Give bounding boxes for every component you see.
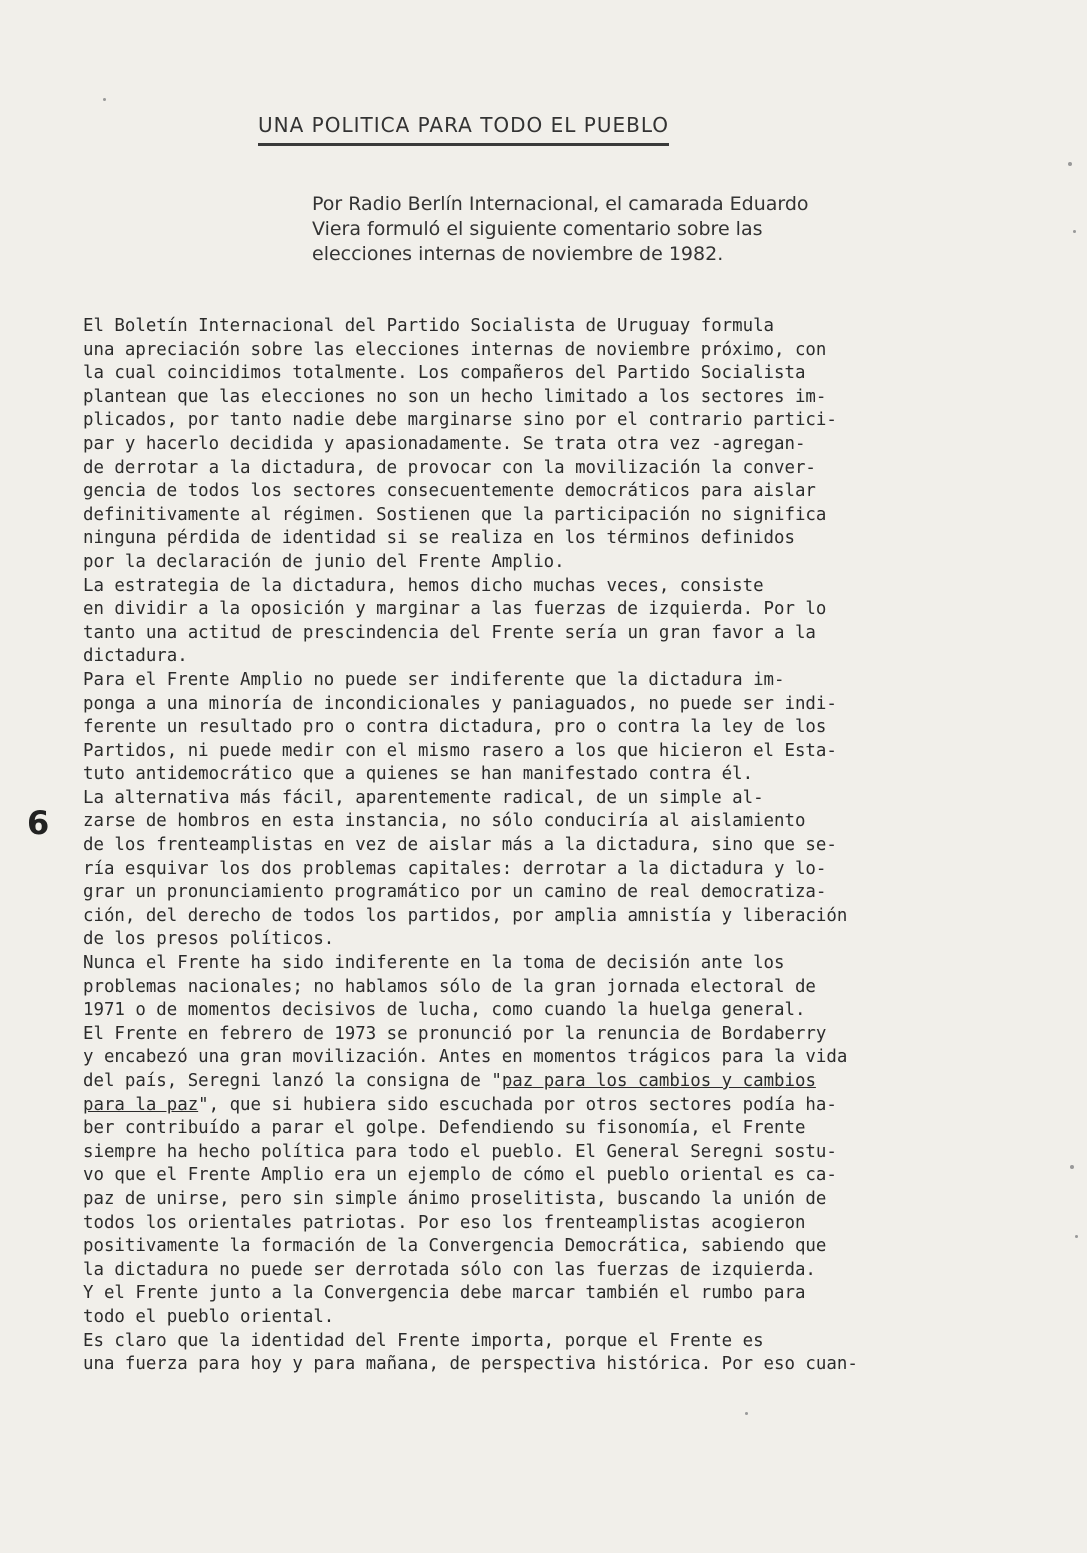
- body-line: dictadura.: [83, 646, 188, 667]
- article-body: [83, 315, 973, 1377]
- paper-speck: [1073, 230, 1076, 233]
- body-line-with-quote: [83, 1094, 973, 1118]
- underlined-quote-end: para la paz: [83, 1094, 199, 1115]
- body-line: plantean que las elecciones no son un hecho limitado a los sectores im-: [83, 386, 827, 407]
- body-line: de derrotar a la dictadura, de provocar con la movilización la conver-: [83, 457, 816, 478]
- body-line: Para el Frente Amplio no puede ser indiferente que la dictadura im-: [83, 669, 785, 690]
- body-line: plicados, por tanto nadie debe marginarse sino por el contrario partici-: [83, 410, 837, 431]
- body-line: gencia de todos los sectores consecuentemente democráticos para aislar: [83, 481, 816, 502]
- body-line: Es claro que la identidad del Frente importa, porque el Frente es: [83, 1330, 764, 1351]
- body-line: Partidos, ni puede medir con el mismo rasero a los que hicieron el Esta-: [83, 740, 837, 761]
- body-line: siempre ha hecho política para todo el pueblo. El General Seregni sostu-: [83, 1141, 837, 1162]
- body-line: La estrategia de la dictadura, hemos dicho muchas veces, consiste: [83, 575, 764, 596]
- body-line: positivamente la formación de la Convergencia Democrática, sabiendo que: [83, 1236, 827, 1257]
- line-segment: del país, Seregni lanzó la consigna de ": [83, 1071, 502, 1091]
- body-line: por la declaración de junio del Frente Amplio.: [83, 551, 565, 572]
- body-line: ría esquivar los dos problemas capitales: derrotar a la dictadura y lo-: [83, 858, 827, 879]
- body-line: tuto antidemocrático que a quienes se han manifestado contra él.: [83, 764, 754, 785]
- paper-speck: [103, 98, 106, 101]
- body-line: Nunca el Frente ha sido indiferente en la toma de decisión ante los: [83, 953, 785, 974]
- body-line: tanto una actitud de prescindencia del Frente sería un gran favor a la: [83, 622, 816, 643]
- intro-line: Viera formuló el siguiente comentario sobre las: [312, 218, 763, 240]
- paper-speck: [1075, 1235, 1078, 1238]
- body-line: una fuerza para hoy y para mañana, de perspectiva histórica. Por eso cuan-: [83, 1354, 858, 1375]
- body-line: paz de unirse, pero sin simple ánimo proselitista, buscando la unión de: [83, 1188, 827, 1209]
- body-line: una apreciación sobre las elecciones internas de noviembre próximo, con: [83, 339, 827, 360]
- intro-paragraph: [312, 192, 972, 267]
- page-number: 6: [27, 804, 50, 842]
- intro-line: Por Radio Berlín Internacional, el camarada Eduardo: [312, 193, 809, 215]
- body-line: 1971 o de momentos decisivos de lucha, como cuando la huelga general.: [83, 1000, 806, 1021]
- body-line: ferente un resultado pro o contra dictadura, pro o contra la ley de los: [83, 717, 827, 738]
- body-line: de los frenteamplistas en vez de aislar más a la dictadura, sino que se-: [83, 835, 837, 856]
- body-line: ber contribuído a parar el golpe. Defendiendo su fisonomía, el Frente: [83, 1118, 806, 1139]
- body-line: definitivamente al régimen. Sostienen que la participación no significa: [83, 504, 827, 525]
- body-line: vo que el Frente Amplio era un ejemplo de cómo el pueblo oriental es ca-: [83, 1165, 837, 1186]
- body-line: grar un pronunciamiento programático por un camino de real democratiza-: [83, 882, 827, 903]
- body-line: todo el pueblo oriental.: [83, 1306, 335, 1327]
- body-line: ponga a una minoría de incondicionales y paniaguados, no puede ser indi-: [83, 693, 837, 714]
- body-line: y encabezó una gran movilización. Antes en momentos trágicos para la vida: [83, 1047, 848, 1068]
- underlined-quote: paz para los cambios y cambios: [501, 1071, 816, 1091]
- intro-line: elecciones internas de noviembre de 1982.: [312, 243, 724, 265]
- body-line: Y el Frente junto a la Convergencia debe marcar también el rumbo para: [83, 1283, 806, 1304]
- body-line: en dividir a la oposición y marginar a las fuerzas de izquierda. Por lo: [83, 599, 827, 620]
- page-title: UNA POLITICA PARA TODO EL PUEBLO: [258, 113, 669, 146]
- line-segment: ", que si hubiera sido escuchada por otros sectores podía ha-: [198, 1094, 837, 1115]
- paper-speck: [745, 1412, 748, 1415]
- paper-speck: [1068, 162, 1072, 166]
- body-line: ción, del derecho de todos los partidos, por amplia amnistía y liberación: [83, 905, 848, 926]
- body-line: ninguna pérdida de identidad si se realiza en los términos definidos: [83, 528, 795, 549]
- body-line: El Frente en febrero de 1973 se pronunció por la renuncia de Bordaberry: [83, 1023, 827, 1044]
- body-line: par y hacerlo decidida y apasionadamente. Se trata otra vez -agregan-: [83, 433, 806, 454]
- body-line: la cual coincidimos totalmente. Los compañeros del Partido Socialista: [83, 363, 806, 384]
- body-line: de los presos políticos.: [83, 929, 335, 950]
- body-line: La alternativa más fácil, aparentemente radical, de un simple al-: [83, 787, 764, 808]
- body-line: zarse de hombros en esta instancia, no sólo conduciría al aislamiento: [83, 811, 806, 832]
- body-line: El Boletín Internacional del Partido Socialista de Uruguay formula: [83, 316, 775, 336]
- body-line-with-quote: [83, 1070, 973, 1094]
- body-line: todos los orientales patriotas. Por eso los frenteamplistas acogieron: [83, 1212, 806, 1233]
- body-line: problemas nacionales; no hablamos sólo de la gran jornada electoral de: [83, 976, 816, 997]
- paper-speck: [1070, 1165, 1074, 1169]
- body-line: la dictadura no puede ser derrotada sólo con las fuerzas de izquierda.: [83, 1259, 816, 1280]
